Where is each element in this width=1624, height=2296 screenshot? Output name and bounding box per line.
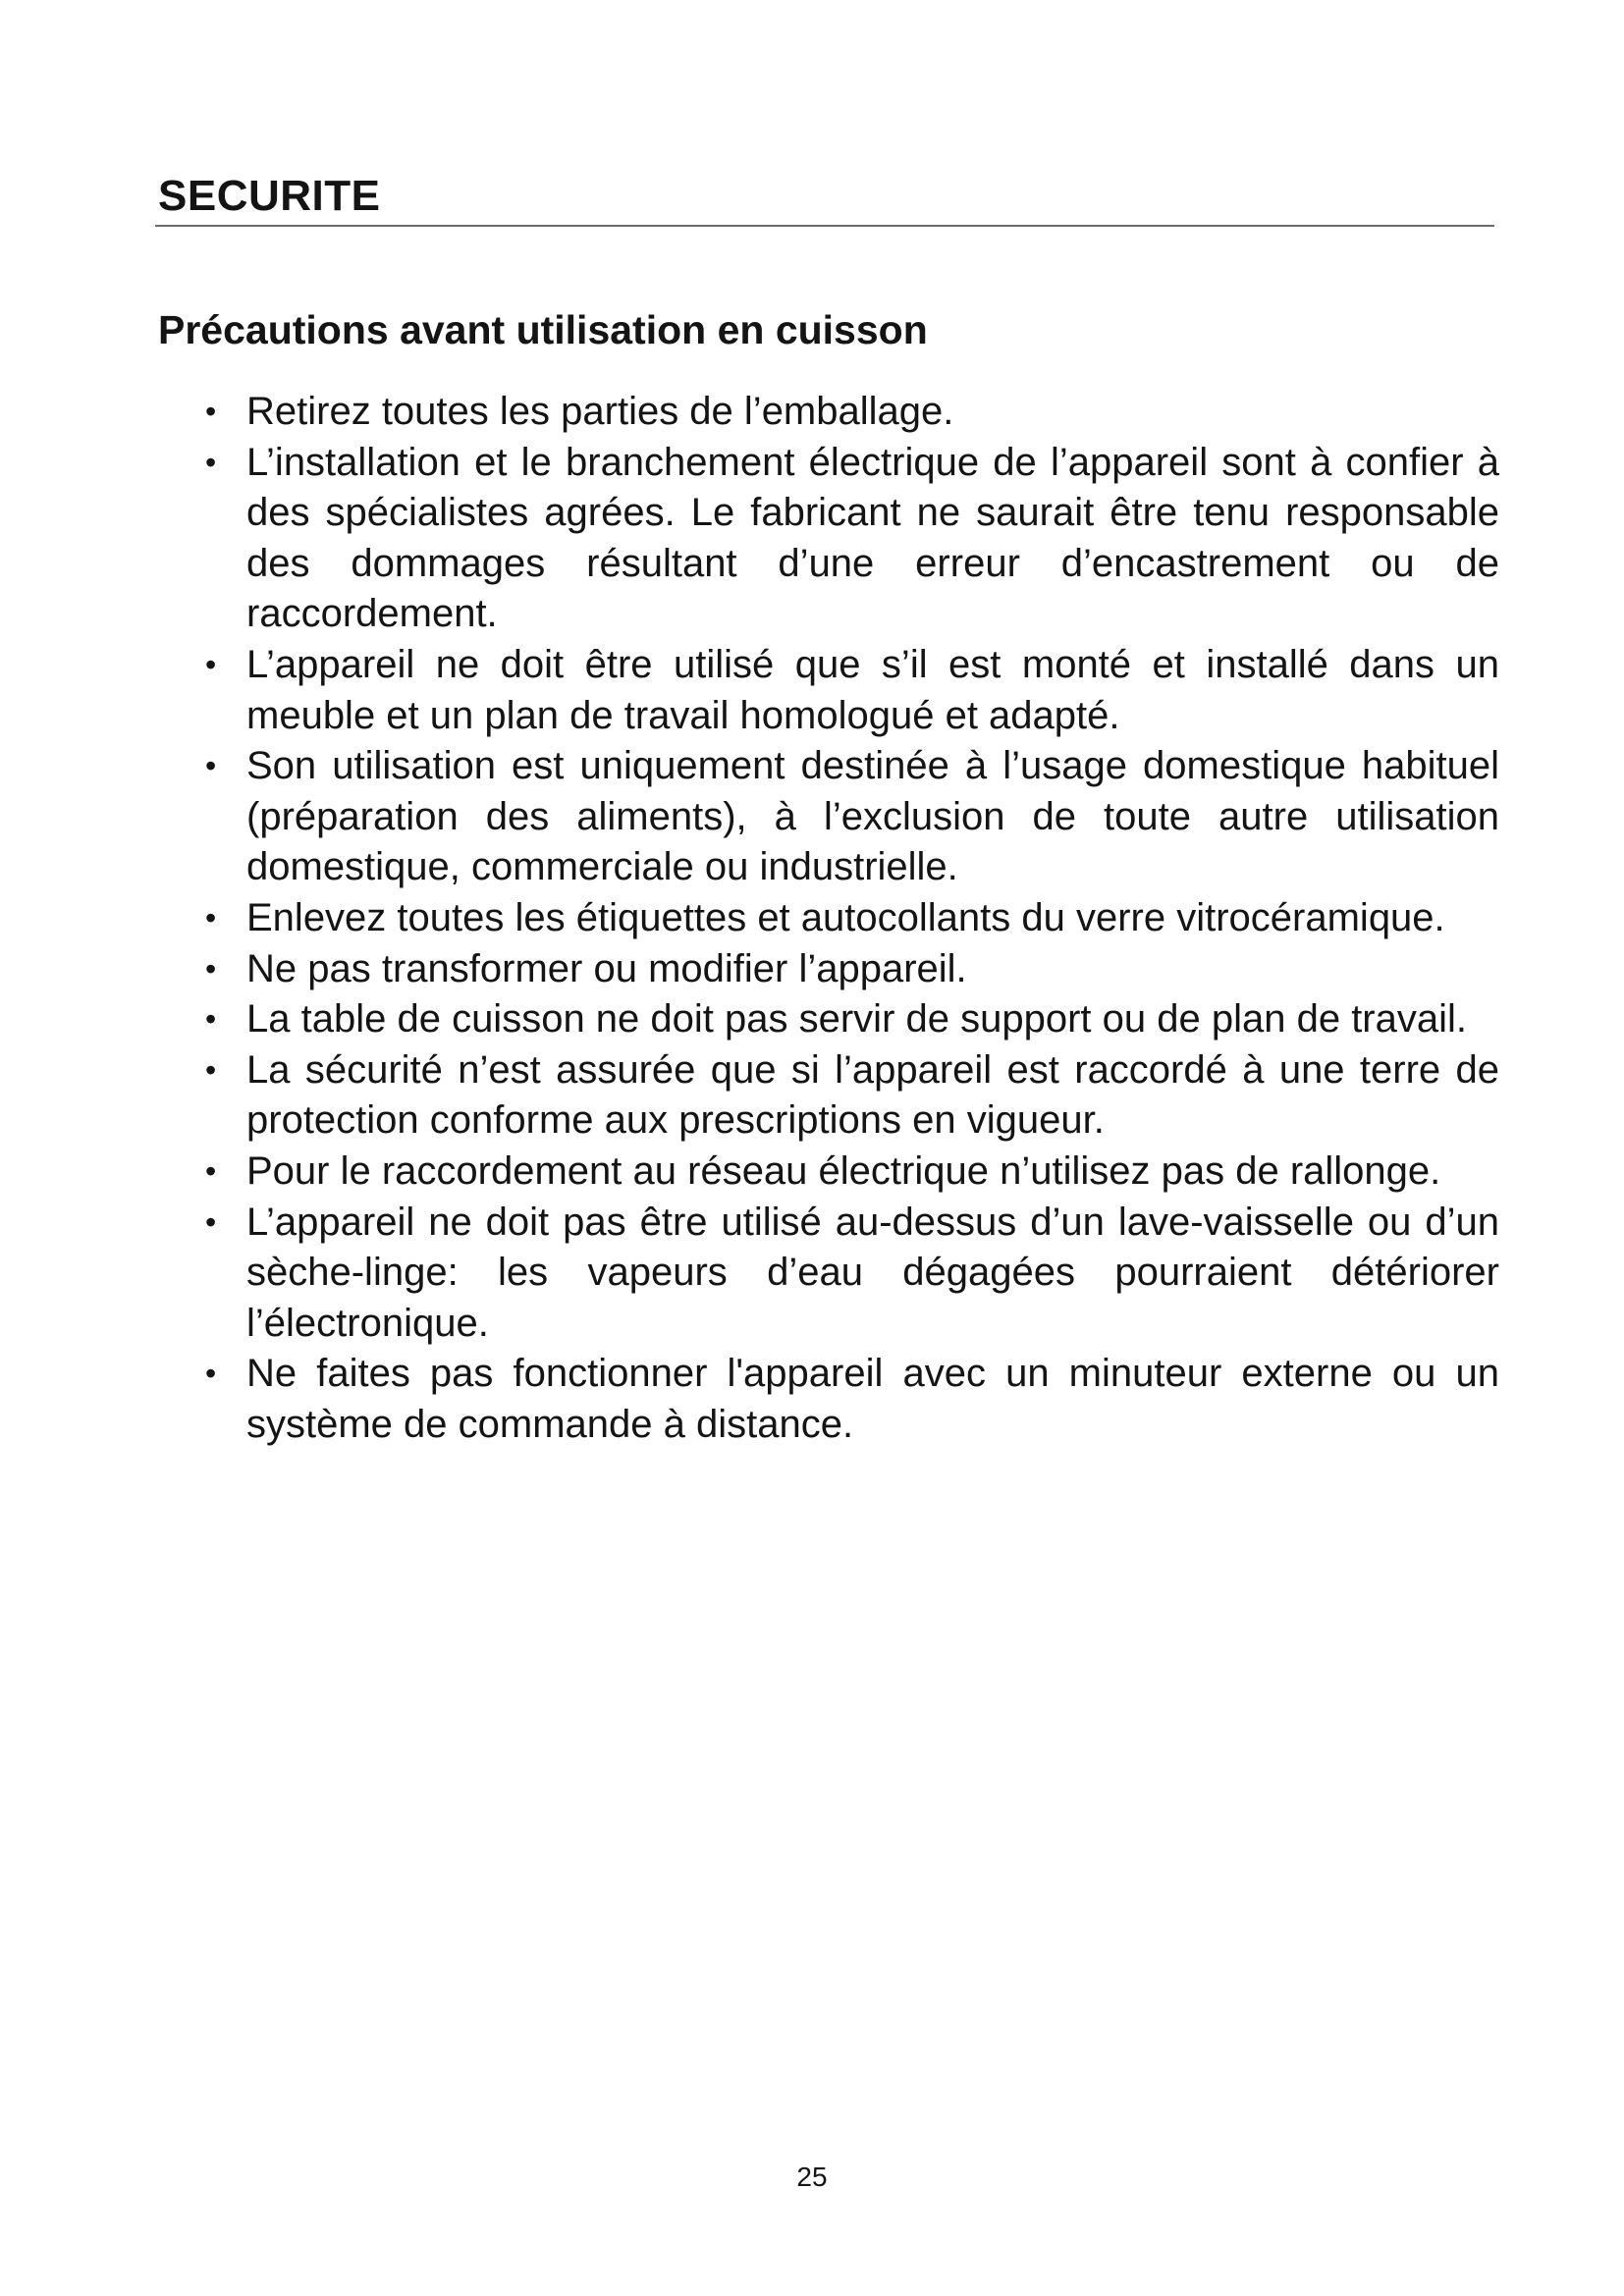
bullet-icon: • [205,950,217,987]
subsection-title: Précautions avant utilisation en cuisson [158,307,928,352]
list-item [201,893,1499,944]
bullet-icon: • [205,1051,217,1088]
bullet-icon: • [205,1001,217,1038]
list-item [201,438,1499,640]
list-item [201,387,1499,438]
bullet-icon: • [205,1203,217,1240]
page-number: 25 [796,2162,828,2192]
list-item-text: Enlevez toutes les étiquettes et autocollants du verre vitrocéramique. [246,895,1445,939]
list-item [201,1045,1499,1147]
bullet-icon: • [205,444,217,480]
bullet-icon: • [205,646,217,682]
list-item-text: Retirez toutes les parties de l’emballage. [246,390,954,433]
bullet-icon: • [205,748,217,784]
section-title: SECURITE [158,172,381,220]
list-item-text: La table de cuisson ne doit pas servir de support ou de plan de travail. [246,997,1468,1041]
list-item [201,1349,1499,1450]
bullet-icon: • [205,394,217,429]
list-item-text: Son utilisation est uniquement destinée à l’usage domestique habituel (préparation des aliments), à l’exclusion de toute autre utilisation domestique, commerciale ou industrielle. [246,744,1499,889]
list-item-text: La sécurité n’est assurée que si l’appareil est raccordé à une terre de protection conforme aux prescriptions en vigueur. [246,1047,1499,1143]
list-item [201,1198,1499,1350]
bullet-icon: • [205,899,217,935]
list-item-text: L’appareil ne doit être utilisé que s’il est monté et installé dans un meuble et un plan de travail homologué et adapté. [246,642,1499,737]
list-item-text: Ne pas transformer ou modifier l’appareil. [246,946,967,990]
list-item [201,1147,1499,1198]
list-item [201,741,1499,893]
precautions-list [201,387,1499,1450]
list-item [201,944,1499,995]
list-item [201,994,1499,1045]
list-item-text: Pour le raccordement au réseau électrique n’utilisez pas de rallonge. [246,1148,1441,1193]
list-item-text: L’appareil ne doit pas être utilisé au-dessus d’un lave-vaisselle ou d’un sèche-linge: les vapeurs d’eau dégagées pourraient détériorer l’électronique. [246,1200,1499,1345]
bullet-icon: • [205,1152,217,1189]
list-item-text: Ne faites pas fonctionner l'appareil avec un minuteur externe ou un système de commande à distance. [246,1352,1499,1446]
list-item [201,640,1499,741]
list-item-text: L’installation et le branchement électrique de l’appareil sont à confier à des spécialistes agrées. Le fabricant ne saurait être tenu responsable des dommages résultant d’une erreur d’encastrement ou de raccordement. [246,440,1499,636]
title-underline [155,225,1494,227]
bullet-icon: • [205,1356,217,1392]
